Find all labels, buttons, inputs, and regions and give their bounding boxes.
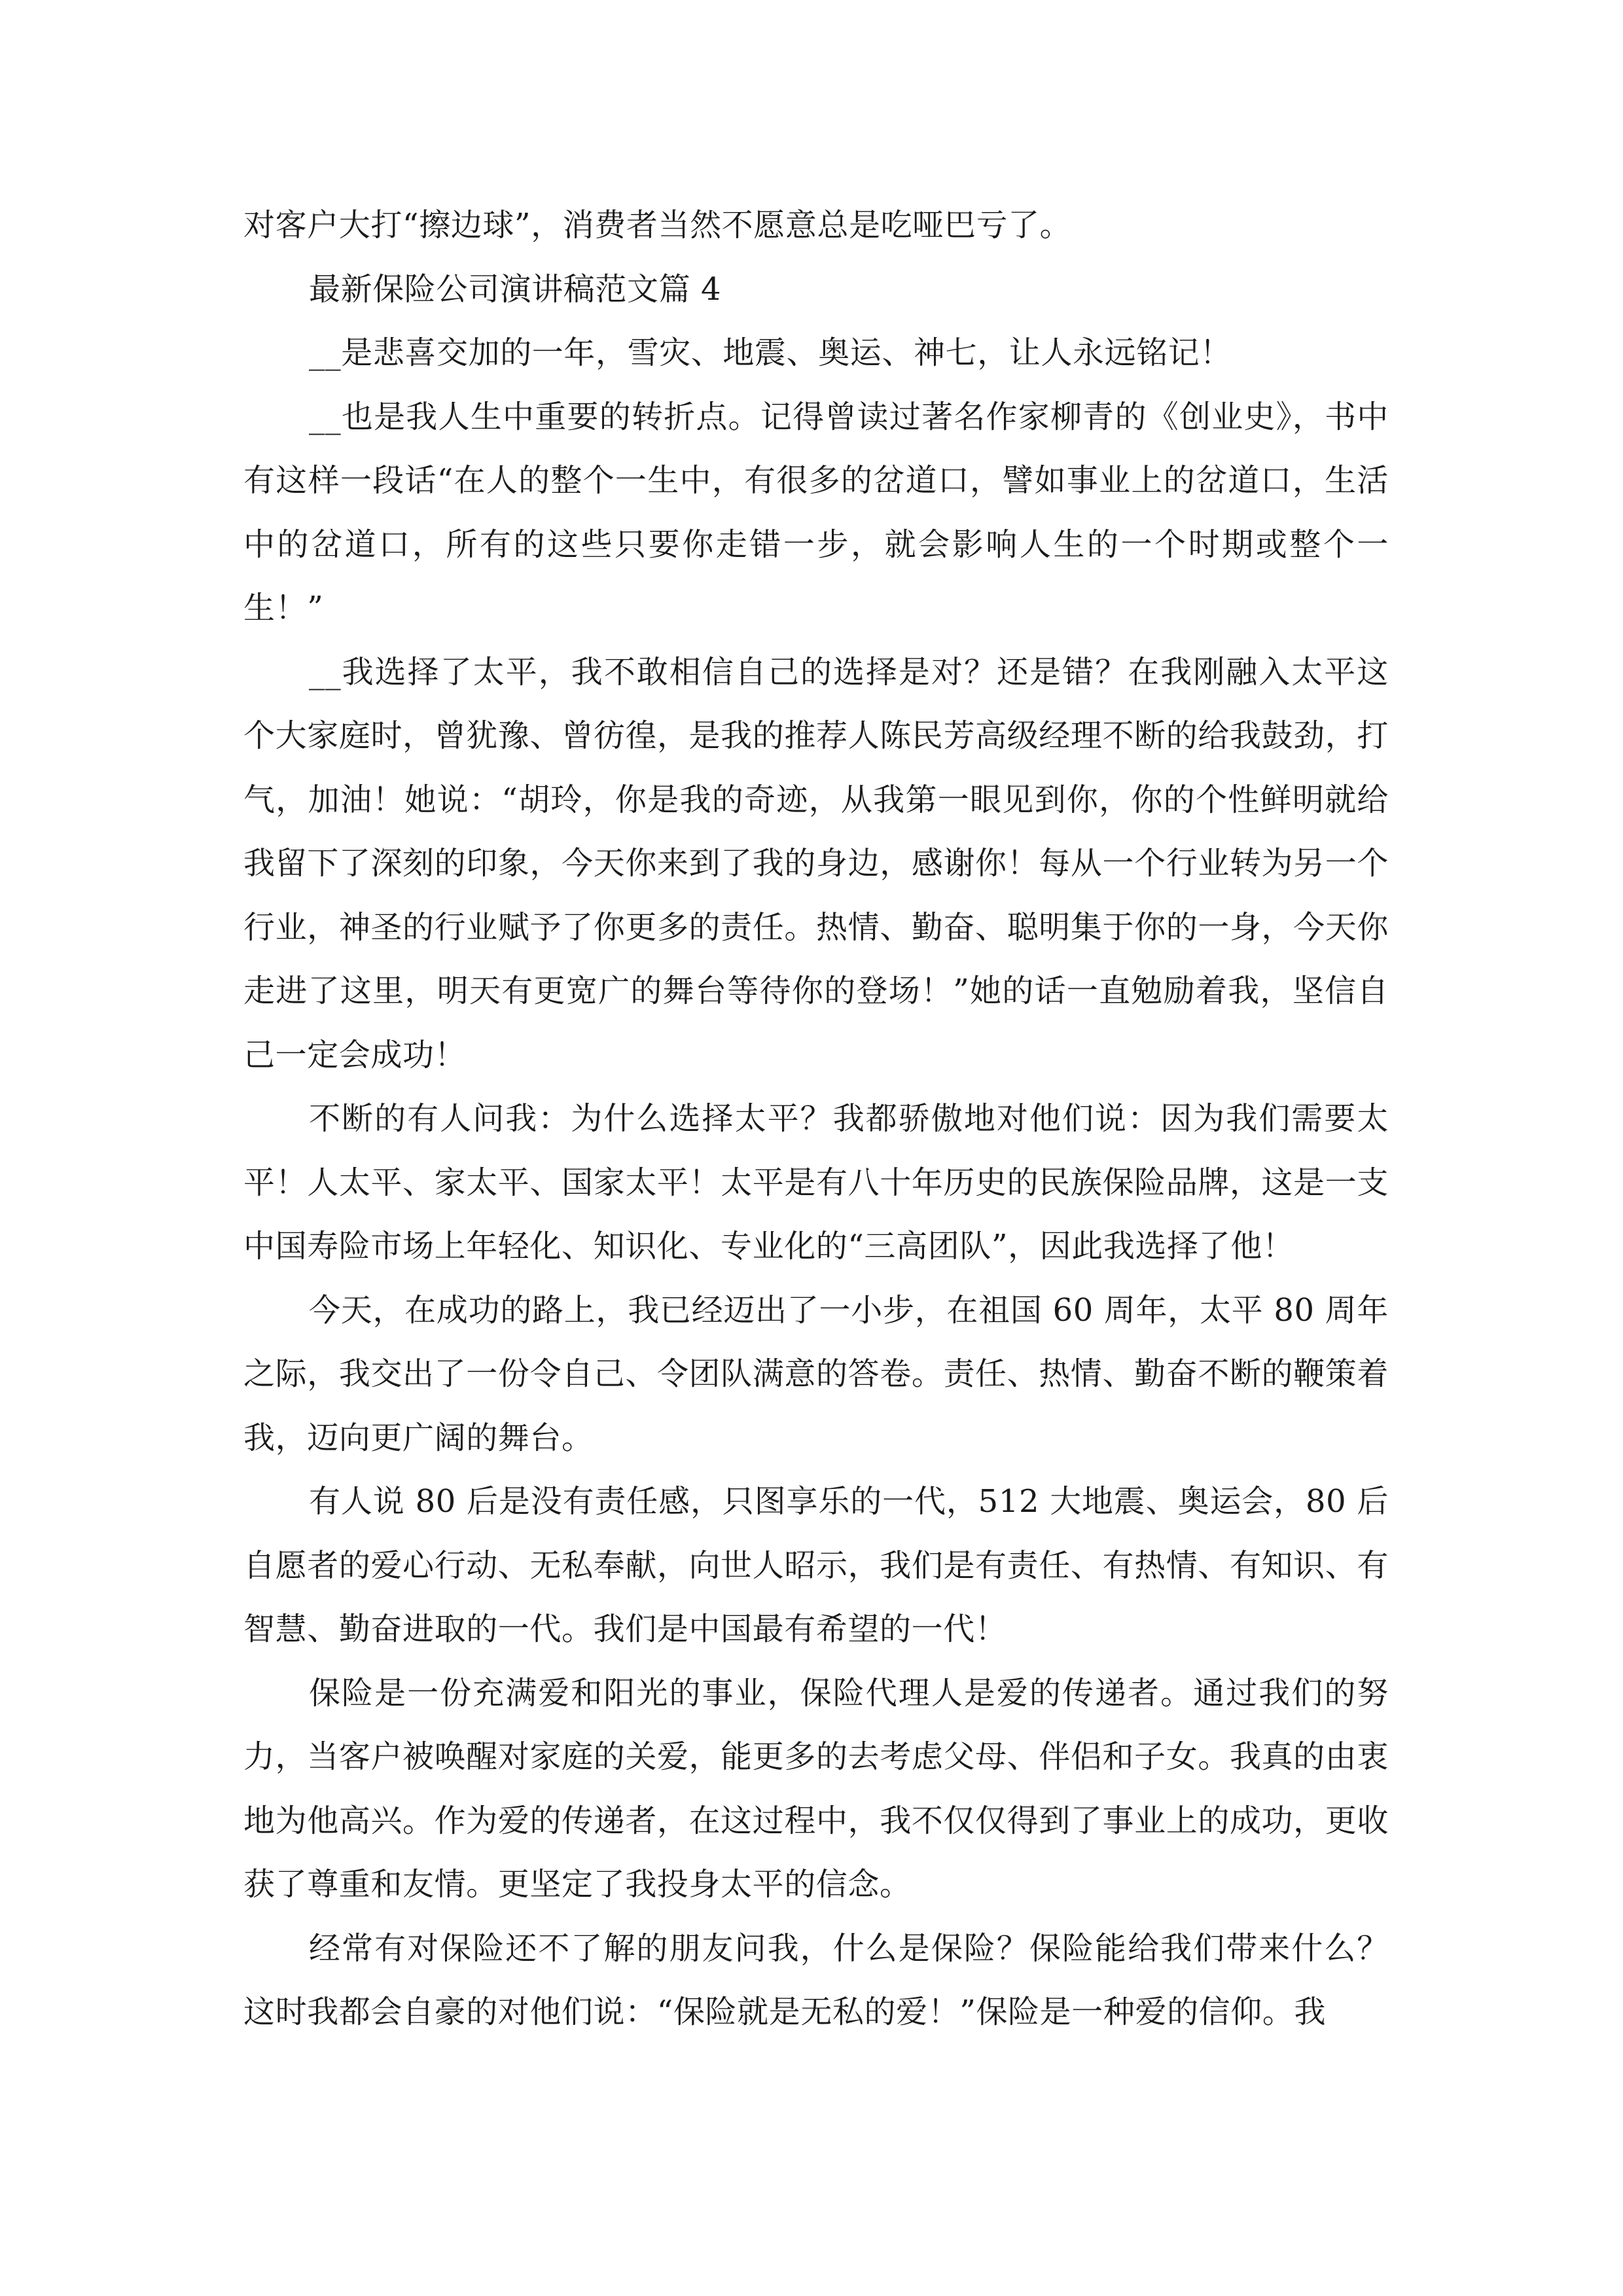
paragraph: 有人说 80 后是没有责任感，只图享乐的一代，512 大地震、奥运会，80 后自愿者的爱心行动、无私奉献，向世人昭示，我们是有责任、有热情、有知识、有智慧、勤奋进取的一代。我们是中国最有希望的一代！ — [243, 1483, 1389, 1647]
paragraph: 今天，在成功的路上，我已经迈出了一小步，在祖国 60 周年，太平 80 周年之际，我交出了一份令自己、令团队满意的答卷。责任、热情、勤奋不断的鞭策着我，迈向更广阔的舞台。 — [243, 1291, 1389, 1456]
paragraph: 不断的有人问我：为什么选择太平？我都骄傲地对他们说：因为我们需要太平！人太平、家太平、国家太平！太平是有八十年历史的民族保险品牌，这是一支中国寿险市场上年轻化、知识化、专业化的“三高团队”，因此我选择了他！ — [243, 1100, 1389, 1265]
document-body — [243, 194, 1389, 2045]
paragraph: 保险是一份充满爱和阳光的事业，保险代理人是爱的传递者。通过我们的努力，当客户被唤醒对家庭的关爱，能更多的去考虑父母、伴侣和子女。我真的由衷地为他高兴。作为爱的传递者，在这过程中，我不仅仅得到了事业上的成功，更收获了尊重和友情。更坚定了我投身太平的信念。 — [243, 1674, 1389, 1903]
paragraph: 经常有对保险还不了解的朋友问我，什么是保险？保险能给我们带来什么？这时我都会自豪的对他们说：“保险就是无私的爱！”保险是一种爱的信仰。我 — [243, 1929, 1389, 2030]
paragraph: __是悲喜交加的一年，雪灾、地震、奥运、神七，让人永远铭记！ — [309, 334, 1232, 371]
paragraph-continuation: 对客户大打“擦边球”，消费者当然不愿意总是吃哑巴亏了。 — [243, 207, 1072, 243]
paragraph: __我选择了太平，我不敢相信自己的选择是对？还是错？在我刚融入太平这个大家庭时，曾犹豫、曾彷徨，是我的推荐人陈民芳高级经理不断的给我鼓劲，打气，加油！她说：“胡玲，你是我的奇迹，从我第一眼见到你，你的个性鲜明就给我留下了深刻的印象，今天你来到了我的身边，感谢你！每从一个行业转为另一个行业，神圣的行业赋予了你更多的责任。热情、勤奋、聪明集于你的一身，今天你走进了这里，明天有更宽广的舞台等待你的登场！”她的话一直勉励着我，坚信自己一定会成功！ — [243, 653, 1389, 1073]
section-heading: 最新保险公司演讲稿范文篇 4 — [309, 270, 722, 308]
paragraph: __也是我人生中重要的转折点。记得曾读过著名作家柳青的《创业史》，书中有这样一段话“在人的整个一生中，有很多的岔道口，譬如事业上的岔道口，生活中的岔道口，所有的这些只要你走错一步，就会影响人生的一个时期或整个一生！” — [243, 398, 1389, 626]
